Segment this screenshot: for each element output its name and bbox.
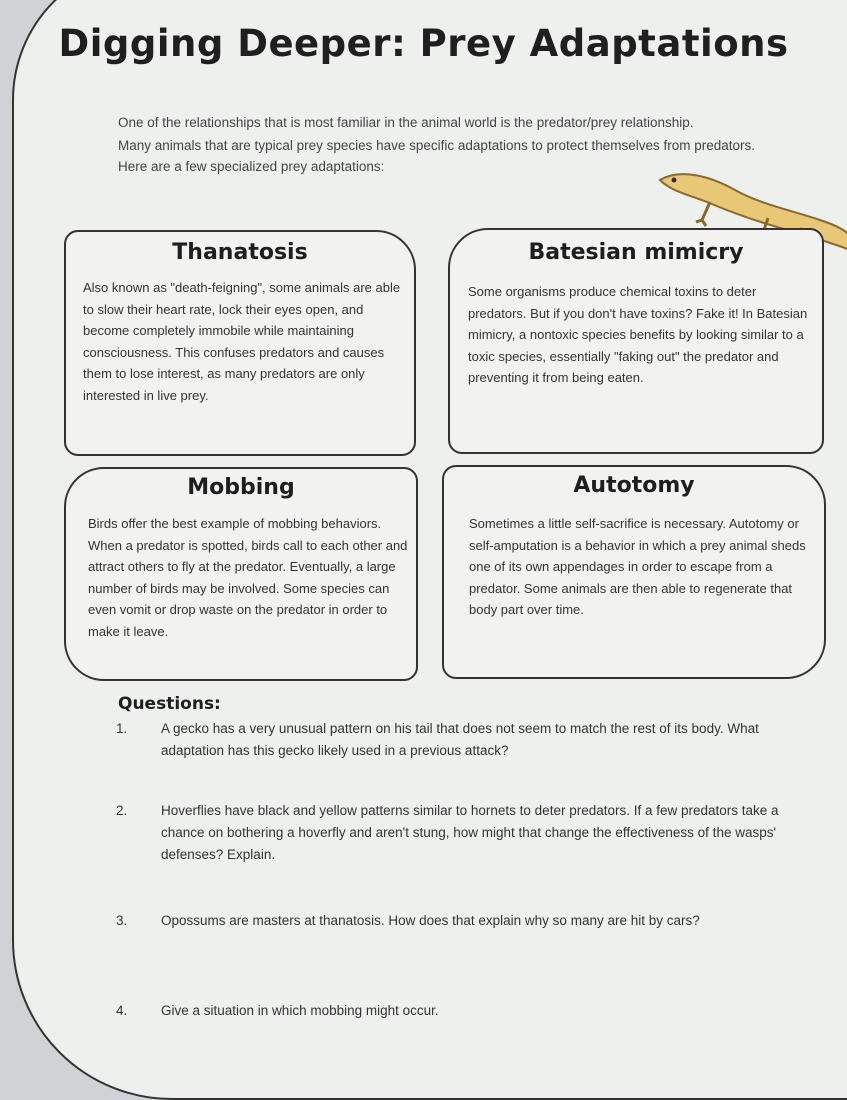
question-text: Opossums are masters at thanatosis. How does that explain why so many are hit by cars?: [161, 913, 700, 928]
question-item: [116, 1000, 816, 1022]
page-title: Digging Deeper: Prey Adaptations: [58, 22, 789, 65]
card-mobbing-title: Mobbing: [187, 475, 295, 500]
card-batesian-body: Some organisms produce chemical toxins to deter predators. But if you don't have toxins? Fake it! In Batesian mimicry, a nontoxic species benefits by looking similar to a toxic species, essentially "faking out" the predator and preventing it from being eaten.: [468, 284, 808, 385]
questions-heading: Questions:: [118, 694, 221, 714]
intro-line-2: Many animals that are typical prey species have specific adaptations to protect themselves from predators.: [118, 138, 756, 153]
question-item: [116, 800, 816, 866]
question-text: Give a situation in which mobbing might occur.: [161, 1003, 439, 1018]
question-text: Hoverflies have black and yellow patterns similar to hornets to deter predators. If a few predators take a chance on bothering a hoverfly and aren't stung, how might that change the effectiveness of the wasps' defenses? Explain.: [161, 803, 779, 862]
question-item: [116, 718, 816, 762]
card-thanatosis: [64, 230, 416, 456]
question-text: A gecko has a very unusual pattern on his tail that does not seem to match the rest of its body. What adaptation has this gecko likely used in a previous attack?: [161, 721, 759, 758]
question-number: 1.: [116, 721, 128, 736]
question-item: [116, 910, 816, 932]
card-thanatosis-title: Thanatosis: [172, 240, 308, 265]
card-autotomy: [442, 465, 826, 679]
card-autotomy-title: Autotomy: [573, 473, 695, 498]
card-batesian-mimicry: [448, 228, 824, 454]
question-number: 4.: [116, 1003, 128, 1018]
card-batesian-title: Batesian mimicry: [528, 240, 744, 265]
question-number: 3.: [116, 913, 128, 928]
card-thanatosis-body: Also known as "death-feigning", some animals are able to slow their heart rate, lock their eyes open, and become completely immobile while maintaining consciousness. This confuses predators and causes them to lose interest, as many predators are only interested in live prey.: [83, 280, 401, 403]
question-number: 2.: [116, 803, 128, 818]
intro-line-3: Here are a few specialized prey adaptations:: [118, 159, 385, 174]
card-mobbing-body: Birds offer the best example of mobbing behaviors. When a predator is spotted, birds call to each other and attract others to fly at the predator. Eventually, a large number of birds may be involved. Some species can even vomit or drop waste on the predator in order to make it leave.: [88, 516, 408, 639]
card-mobbing: [64, 467, 418, 681]
intro-line-1: One of the relationships that is most familiar in the animal world is the predator/prey relationship.: [118, 115, 694, 130]
card-autotomy-body: Sometimes a little self-sacrifice is necessary. Autotomy or self-amputation is a behavior in which a prey animal sheds one of its own appendages in order to escape from a predator. Some animals are then able to regenerate that body part over time.: [469, 516, 806, 617]
